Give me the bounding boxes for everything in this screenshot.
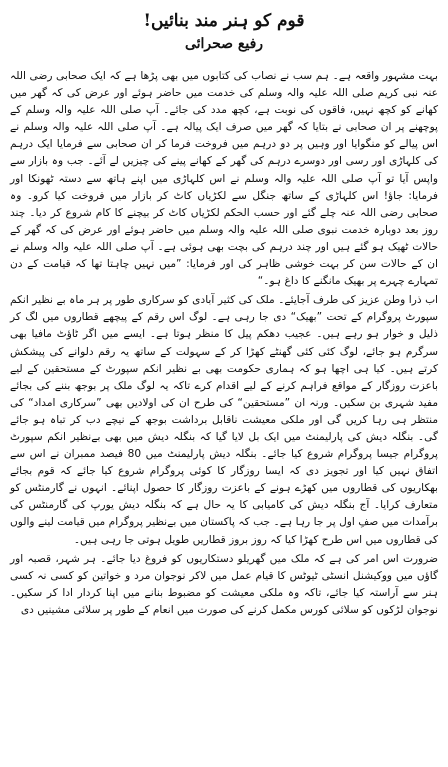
- article-body: [10, 68, 438, 619]
- article-headline: قوم کو ہنر مند بنائیں!: [143, 11, 305, 31]
- article-paragraph: اب ذرا وطن عزیز کی طرف آجایئے۔ ملک کی کثیر آبادی کو سرکاری طور پر ہر ماہ بے نظیر انکم سپورٹ پروگرام کے تحت ”بھیک“ دی جا رہی ہے۔ لوگ اس رقم کے پیچھے قطاروں میں لگ کر ذلیل و خوار ہو رہے ہیں۔ عجیب دھکم پیل کا منظر ہوتا ہے۔ ایسے میں اگر ٹاؤٹ مافیا بھی سرگرم ہو جائے، لوگ کئی کئی گھنٹے کھڑا کر کے سہولت کے ساتھ یہ رقم دلوانے کی پیشکش کرتے ہیں۔ کیا ہی اچھا ہو کہ ہماری حکومت بھی بے نظیر انکم سپورٹ کے مستحقین کے لیے باعزت روزگار کے مواقع فراہم کرنے کے لیے اقدام کرے تاکہ یہ لوگ ملک پر بوجھ بننے کی بجائے مفید شہری بن سکیں۔ ورنہ ان ”مستحقین“ کی طرح ان کی اولادیں بھی ”سرکاری امداد“ کی منتظر ہی رہا کریں گی اور ملکی معیشت ناقابل برداشت بوجھ کے نیچے دب کر تباہ ہو جائے گی۔ بنگلہ دیش کی پارلیمنٹ میں ایک بل لایا گیا کہ بنگلہ دیش میں بھی بےنظیر انکم سپورٹ پروگرام جیسا پروگرام شروع کیا جائے۔ بنگلہ دیش پارلیمنٹ میں 80 فیصد ممبران نے اس سے اتفاق نہیں کیا اور تجویز دی کہ ایسا روزگار کا کوئی پروگرام شروع کیا جائے کہ قوم بجائے بھکاریوں کی قطاروں میں کھڑے ہونے کے باعزت روزگار کا حصول اپنائے۔ انہوں نے گارمنٹس کو متعارف کرایا۔ آج بنگلہ دیش کی کامیابی کا یہ حال ہے کہ بنگلہ دیش یورپ کی گارمنٹس کی برآمدات میں صفِ اول پر جا رہا ہے۔ جب کہ پاکستان میں بےنظیر پروگرام میں قیامت لینے والوں کی قطاروں میں اس طرح کھڑا کیا کہ روز بروز قطاریں طویل ہوتی جا رہی ہیں۔: [10, 294, 438, 546]
- article-paragraph: بہت مشہور واقعہ ہے۔ ہم سب نے نصاب کی کتابوں میں بھی پڑھا ہے کہ ایک صحابی رضی اللہ عنہ نبی کریم صلی اللہ علیہ والہ وسلم کی خدمت میں حاضر ہوئے اور عرض کی کہ گھر میں کھانے کو کچھ نہیں، فاقوں کی نوبت ہے، کچھ مدد کی جائے۔ آپ صلی اللہ علیہ والہ وسلم کے پوچھنے پر ان صحابی نے بتایا کہ گھر میں صرف ایک پیالہ ہے۔ آپ صلی اللہ علیہ والہ وسلم نے اس پیالے کو منگوایا اور وہیں پر دو درہم میں فروخت فرما کر ان صحابی سے فرمایا ایک درہم کی کلہاڑی اور رسی اور دوسرے درہم کی گھر کے کھانے پینے کی چیزیں لے آئے۔ جب وہ بازار سے واپس آیا تو آپ صلی اللہ علیہ والہ وسلم نے اس کلہاڑی میں اپنے ہاتھ سے دستہ ٹھونکا اور فرمایا: جاؤ! اس کلہاڑی کے ساتھ جنگل سے لکڑیاں کاٹ کر بازار میں فروخت کیا کرو۔ وہ صحابی رضی اللہ عنہ چلے گئے اور حسب الحکم لکڑیاں کاٹ کر بیچنے کا کام شروع کر دیا۔ چند روز بعد دوبارہ خدمت نبوی صلی اللہ علیہ والہ وسلم میں حاضر ہوئے اور عرض کی کہ گھر کے حالات ٹھیک ہو گئے ہیں اور چند درہم کی بچت بھی ہوئی ہے۔ آپ صلی اللہ علیہ والہ وسلم نے ان کے حالات سن کر بہت خوشی ظاہر کی اور فرمایا: ”میں نہیں چاہتا تھا کہ قیامت کے دن تمہارے چہرے پر بھیک مانگنے کا داغ ہو۔“: [10, 70, 438, 288]
- article-paragraph: ضرورت اس امر کی ہے کہ ملک میں گھریلو دستکاریوں کو فروغ دیا جائے۔ ہر شہر، قصبہ اور گاؤں میں ووکیشنل انسٹی ٹیوٹس کا قیام عمل میں لاکر نوجوان مرد و خواتین کو کسی نہ کسی ہنر سے آراستہ کیا جائے، تاکہ وہ ملکی معیشت کو مضبوط بنانے میں اپنا کردار ادا کر سکیں۔ نوجوان لڑکوں کو سلائی کورس مکمل کرنے کی صورت میں انعام کے طور پر سلائی مشینیں دی: [10, 552, 438, 616]
- article-author: رفیع صحرائی: [184, 36, 264, 52]
